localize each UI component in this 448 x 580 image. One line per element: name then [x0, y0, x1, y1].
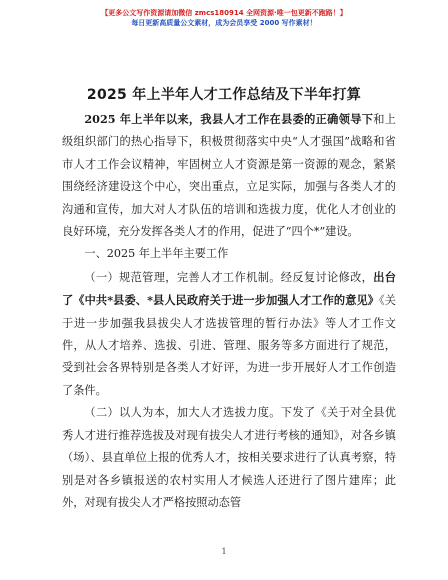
paragraph-1-part2: 《关于进一步加强我县拔尖人才选拔管理的暂行办法》等人才工作文件，从人才培养、选拔、引进、管理、服务等多方面进行了规范，受到社会各界特别是各类人才好评，为进一步开展好人才工作创造了条件。 [62, 294, 396, 397]
intro-lead-bold: 2025 年上半年以来，我县人才工作在县委的正确领导下 [84, 112, 374, 126]
promo-banner-line2: 每日更新高质量公文素材，成为会员享受 2000 写作素材！ [131, 19, 317, 27]
promo-banner-line1: 【更多公文写作资源请加微信 zmcs180914 全网资源·唯一包更新不跑路！】 [101, 9, 347, 17]
document-title: 2025 年上半年人才工作总结及下半年打算 [86, 87, 362, 103]
intro-rest: 和上级组织部门的热心指导下，积极贯彻落实中央“人才强国”战略和省市人才工作会议精神，牢固树立人才资源是第一资源的观念，紧紧围绕经济建设这个中心，突出重点，立足实际，加强与各类人才的沟通和宣传，加大对人才队伍的培训和选拔力度，优化人才创业的良好环境，充分发挥各类人才的作用，促进了“四个*”建设。 [62, 113, 396, 239]
paragraph-1 [62, 266, 396, 402]
intro-paragraph [62, 108, 396, 243]
paragraph-1-bold: 出台了《中共*县委、*县人民政府关于进一步加强人才工作的意见》 [62, 269, 396, 308]
section-heading: 一、2025 年上半年主要工作 [84, 247, 229, 261]
promo-banner [0, 8, 448, 29]
document-body [62, 108, 396, 514]
page-number: 1 [221, 547, 227, 556]
paragraph-2: （二）以人为本，加大人才选拔力度。下发了《关于对全县优秀人才进行推荐选拔及对现有拔尖人才进行考核的通知》，对各乡镇（场）、县直单位上报的优秀人才，按相关要求进行了认真考察，特别是对各乡镇报送的农村实用人才候选人还进行了图片建库；此外，对现有拔尖人才严格按照动态管 [62, 406, 396, 509]
paragraph-1-part1: （一）规范管理，完善人才工作机制。经反复讨论修改， [84, 270, 374, 284]
